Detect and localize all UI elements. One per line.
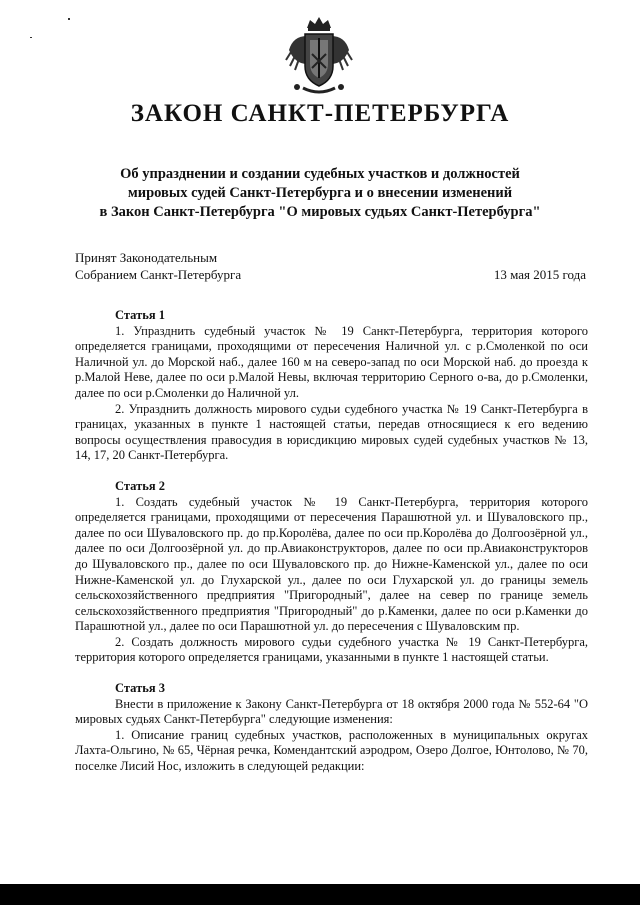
adoption-date: 13 мая 2015 года	[493, 267, 586, 282]
scan-speck	[68, 18, 70, 20]
article-paragraph: Внести в приложение к Закону Санкт-Петербурга от 18 октября 2000 года № 552-64 "О мировых судьях Санкт-Петербурга" следующие изменения:	[75, 696, 588, 727]
article-paragraph: 1. Упразднить судебный участок № 19 Санкт-Петербурга, территория которого определяется границами, проходящими от пересечения Наличной ул. с р.Смоленкой по оси Наличной ул. до Морской наб., далее 160 м на северо-запад по оси Морской наб. до проезда к р.Малой Неве, далее по оси р.Малой Невы, включая территорию Серного о-ва, до р.Смоленки, далее по оси р.Смоленки до Наличной ул.	[75, 323, 588, 400]
law-subject	[60, 165, 580, 222]
adoption-note	[75, 249, 241, 283]
subject-line: мировых судей Санкт-Петербурга и о внесении изменений	[127, 185, 513, 201]
article-heading: Статья 3	[115, 681, 165, 696]
article-paragraph: 1. Описание границ судебных участков, расположенных в муниципальных округах Лахта-Ольгино, № 65, Чёрная речка, Комендантский аэродром, Озеро Долгое, Юнтолово, № 70, поселке Лисий Нос, изложить в следующей редакции:	[75, 727, 588, 774]
scan-edge	[0, 884, 640, 905]
adoption-line: Принят Законодательным	[75, 250, 218, 265]
law-body	[75, 308, 588, 775]
subject-line: в Закон Санкт-Петербурга "О мировых судьях Санкт-Петербурга"	[99, 204, 541, 220]
scan-speck	[30, 37, 32, 38]
article-heading: Статья 1	[115, 308, 165, 322]
adoption-line: Собранием Санкт-Петербурга	[75, 267, 242, 282]
article-heading: Статья 2	[115, 478, 165, 493]
coat-of-arms-icon	[283, 14, 355, 98]
law-title: ЗАКОН САНКТ-ПЕТЕРБУРГА	[130, 100, 510, 127]
article-paragraph: 2. Создать должность мирового судьи судебного участка № 19 Санкт-Петербурга, территория которого определяется границами, указанными в пункте 1 настоящей статьи.	[75, 634, 588, 665]
article-paragraph: 2. Упразднить должность мирового судьи судебного участка № 19 Санкт-Петербурга в границах, указанных в пункте 1 настоящей статьи, передав относящиеся к его ведению вопросы осуществления правосудия в юрисдикцию мировых судей судебных участков № 13, 14, 17, 20 Санкт-Петербурга.	[75, 401, 588, 463]
article-paragraph: 1. Создать судебный участок № 19 Санкт-Петербурга, территория которого определяется границами, проходящими от пересечения Парашютной ул. и Шуваловского пр., далее по оси Шуваловского пр. до пр.Королёва, далее по оси пр.Королёва до Долгоозёрной ул., далее по оси Долгоозёрной ул. до пр.Авиаконструкторов, далее по оси пр.Авиаконструкторов до Шуваловского пр., далее по оси Шуваловского пр. до Нижне-Каменской ул., далее по оси Нижне-Каменской ул. до Глухарской ул., далее по оси Глухарской ул. до границы земель сельскохозяйственного предприятия "Пригородный", далее на север по границе земель сельскохозяйственного предприятия "Пригородный" до р.Каменки, далее по оси р.Каменки до Парашютной ул., далее по оси Парашютной ул. до пересечения с Шуваловским пр.	[75, 494, 588, 634]
subject-line: Об упразднении и создании судебных участков и должностей	[120, 166, 520, 182]
